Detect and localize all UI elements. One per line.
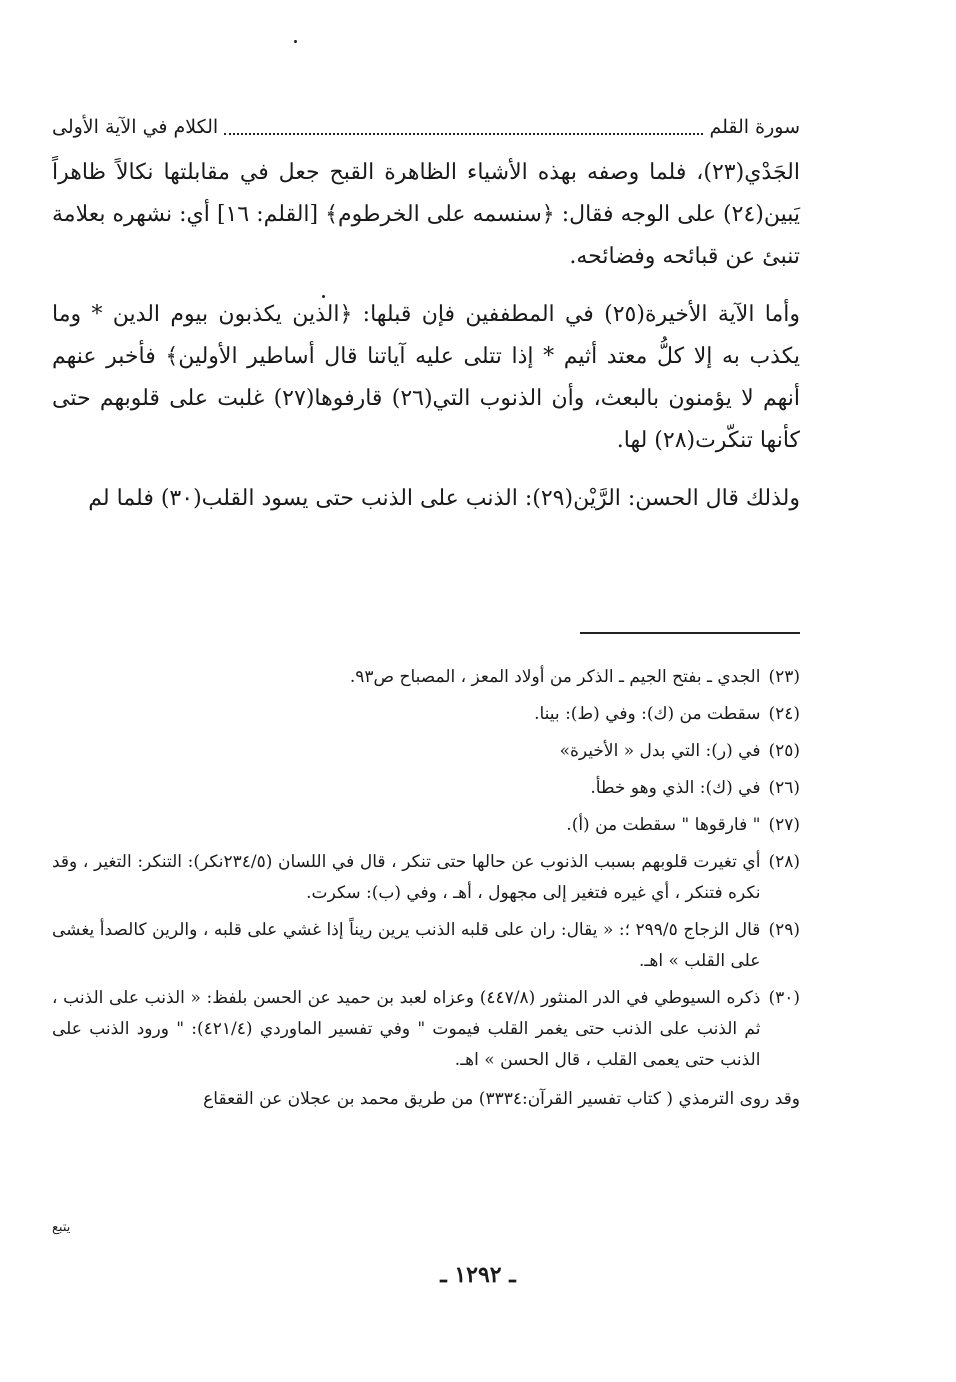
header-dot-leader [224,119,703,135]
footnote-number: (٢٦) [768,778,800,798]
footnote-text: الجدي ـ بفتح الجيم ـ الذكر من أولاد المعز ، المصباح ص٩٣. [349,667,761,687]
footnote-number: (٢٧) [768,815,800,835]
footnote-text: في (ك): الذي وهو خطأ. [590,778,761,798]
body-paragraph: وأما الآية الأخيرة(٢٥) في المطففين فإن قبلها: ﴿الذين يكذبون بيوم الدين * وما يكذب به إلا كلُّ معتد أثيم * إذا تتلى عليه آياتنا قال أساطير الأولين﴾ فأخبر عنهم أنهم لا يؤمنون بالبعث، وأن الذنوب التي(٢٦) قارفوها(٢٧) غلبت على قلوبهم حتى كأنها تنكّرت(٢٨) لها. [52,302,800,453]
body-paragraph: الجَدْي(٢٣)، فلما وصفه بهذه الأشياء الظاهرة القبح جعل في مقابلتها نكالاً ظاهراً يَبين(٢٤) على الوجه فقال: ﴿سنسمه على الخرطوم﴾ [القلم: ١٦] أي: نشهره بعلامة تنبئ عن قبائحه وفضائحه. [52,160,800,269]
footnote-separator [580,632,800,634]
footnotes [52,662,800,1115]
footnote-number: (٢٩) [768,920,800,940]
footnote [52,983,800,1076]
scan-speck [294,40,297,43]
footnote-number: (٢٨) [768,852,800,872]
header-surah: سورة القلم [709,116,800,138]
footnote-text: قال الزجاج ٢٩٩/٥ ؛: « يقال: ران على قلبه الذنب يرين ريناً إذا غشي على قلبه ، والرين كالصدأ يغشى على القلب » اهـ. [52,920,761,971]
footnote [52,736,800,767]
footnote-text: ذكره السيوطي في الدر المنثور (٤٤٧/٨) وعزاه لعبد بن حميد عن الحسن بلفظ: « الذنب على الذنب ، ثم الذنب على الذنب حتى يغمر القلب فيموت " وفي تفسير الماوردي (٤٢١/٤): " ورود الذنب على الذنب حتى يعمى القلب ، قال الحسن » اهـ. [52,988,761,1070]
footnote-number: (٢٣) [768,667,800,687]
footnote-number: (٢٥) [768,741,800,761]
running-header [52,112,800,142]
footnote-number: (٣٠) [768,988,800,1008]
footnote-text: في (ر): التي بدل « الأخيرة» [559,741,761,761]
footnote-text: سقطت من (ك): وفي (ط): بينا. [534,704,761,724]
page-number: ـ ١٢٩٢ ـ [440,1262,516,1288]
footnote [52,847,800,909]
footnote [52,699,800,730]
footnote [52,810,800,841]
footnote-continuation: وقد روى الترمذي ( كتاب تفسير القرآن:٣٣٣٤) من طريق محمد بن عجلان عن القعقاع [203,1089,800,1109]
header-section: الكلام في الآية الأولى [52,116,219,138]
body-paragraph: ولذلك قال الحسن: الرَّيْن(٢٩): الذنب على الذنب حتى يسود القلب(٣٠) فلما لم [88,486,800,511]
footnote-text: أي تغيرت قلوبهم بسبب الذنوب عن حالها حتى تنكر ، قال في اللسان (٢٣٤/٥نكر): التنكر: التغير ، وقد نكره فتنكر ، أي غيره فتغير إلى مجهول ، أهـ ، وفي (ب): سكرت. [52,852,761,903]
footnote-text: " فارقوها " سقطت من (أ). [566,815,761,835]
main-text [52,152,800,536]
footnote [52,662,800,693]
footnote [52,773,800,804]
follows-marker: يتبع [52,1220,71,1235]
footnote [52,915,800,977]
footnote-number: (٢٤) [768,704,800,724]
